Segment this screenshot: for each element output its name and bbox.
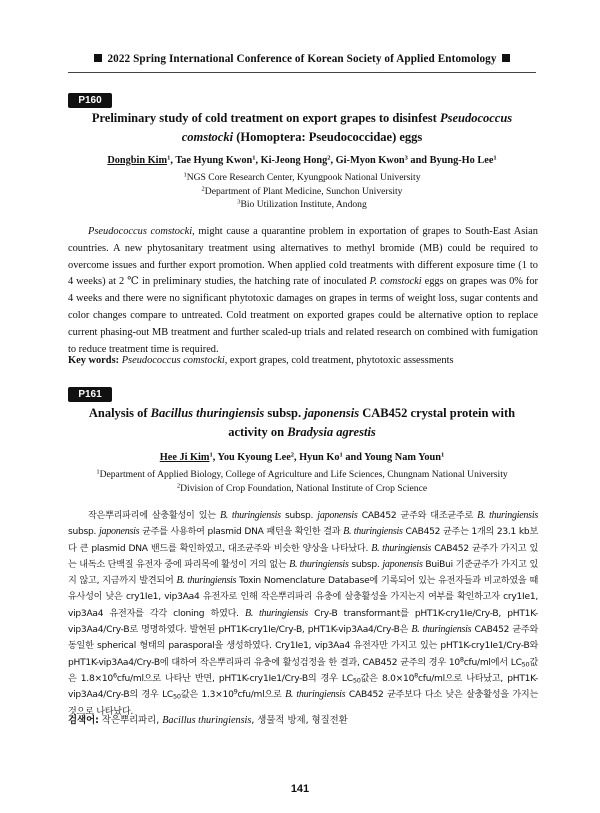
affiliation-line: $^1$NGS Core Research Center, Kyungpook National University [183, 171, 421, 183]
p160-title: Preliminary study of cold treatment on export grapes to disinfest Pseudococcus comstocki (Homoptera: Pseudococcidae) eggs [91, 111, 513, 144]
header-rule [68, 72, 536, 73]
p160-abstract-body: Pseudococcus comstocki, might cause a quarantine problem in exportation of grapes to South-East Asian countries. A new phytosanitary treatment using alternatives to methyl bromide (MB) could be required to overcome issues and further export promotion. When applied cold treatments with different exposure time (1 to 4 weeks) at 2 ℃ in preliminary studies, the hatching rate of inoculated P. comstocki eggs on grapes was 0% for 4 weeks and there were no significant phytotoxic damages on grapes in terms of weight loss, sugar contents and color changes compare to untreated. Cold treatment on exported grapes could be alternative option to replace current phasing-out MB treatment and further scaled-up trials and related research on combined with fumigation to reduce treatment time is required. [68, 226, 538, 355]
p160-affiliations [70, 171, 534, 212]
conference-header [68, 53, 536, 65]
affiliation-line: $^1$Department of Applied Biology, College of Agriculture and Life Sciences, Chungnam National University [96, 468, 508, 480]
p161-affiliations [70, 468, 534, 495]
p161-authors: Hee Ji Kim$^1$, You Kyoung Lee$^2$, Hyun Ko$^1$ and Young Nam Youn$^1$ [159, 451, 445, 463]
abstract-tag-p161: P161 [68, 387, 112, 402]
abstract-tag-p160: P160 [68, 93, 112, 108]
p161-keywords: 검색어: 작은뿌리파리, Bacillus thuringiensis, 생물적 방제, 형질전환 [68, 715, 348, 726]
affiliation-line: $^2$Department of Plant Medicine, Sunchon University [201, 185, 403, 197]
p161-title: Analysis of Bacillus thuringiensis subsp. japonensis CAB452 crystal protein with activity on Bradysia agrestis [88, 406, 516, 439]
affiliation-line: $^2$Division of Crop Foundation, National Institute of Crop Science [176, 482, 428, 494]
affiliation-line: $^3$Bio Utilization Institute, Andong [237, 198, 367, 210]
p160-keywords: Key words: Pseudococcus comstocki, export grapes, cold treatment, phytotoxic assessments [68, 355, 454, 366]
p160-authors: Dongbin Kim$^1$, Tae Hyung Kwon$^1$, Ki-Jeong Hong$^2$, Gi-Myon Kwon$^3$ and Byung-Ho Lee$^1$ [107, 154, 497, 166]
square-bullet-icon [94, 54, 102, 62]
p161-abstract-body: 작은뿌리파리에 살충활성이 있는 B. thuringiensis subsp. japonensis CAB452 균주와 대조균주로 B. thuringiensis subsp. japonensis 균주를 사용하여 plasmid DNA 패턴을 확인한 결과 B. thuringiensis CAB452 균주는 1개의 23.1 kb보다 큰 plasmid DNA 밴드를 확인하였고, 대조균주와 비슷한 양상을 나타났다. B. thuringiensis CAB452 균주가 가지고 있는 내독소 단백질 유전자 중에 파리목에 활성이 거의 없는 B. thuringiensis subsp. japonensis BuiBui 기준균주가 가지고 있지 않고, 지금까지 발견되어 B. thuringiensis Toxin Nomenclature Database에 기록되어 있는 유전자들과 비교하였을 때 유사성이 낮은 cry1Ie1, vip3Aa4 유전자로 인해 작은뿌리파리 유충에 살충활성을 가지는지 여부를 확인하고자 cry1Ie1, vip3Aa4 유전자를 각각 cloning 하였다. B. thuringiensis Cry-B transformant를 pHT1K-cry1Ie/Cry-B, pHT1K-vip3Aa4/Cry-B로 명명하였다. 발현된 pHT1K-cry1Ie/Cry-B, pHT1K-vip3Aa4/Cry-B은 B. thuringiensis CAB452 균주와 동일한 spherical 형태의 parasporal을 생성하였다. Cry1Ie1, vip3Aa4 유전자만 가지고 있는 pHT1K-cry1Ie1/Cry-B와 pHT1K-vip3Aa4/Cry-B에 대하여 작은뿌리파리 유충에 활성검정을 한 결과, CAB452 균주의 경우 $10^8cfu/ml$에서 $LC_{50}$값은 $1.8\times 10^6cfu/ml$으로 나타난 반면, pHT1K-cry1Ie1/Cry-B의 경우 $LC_{50}$값은 $8.0\times 10^8cfu/ml$으로 나타났고, pHT1K-vip3Aa4/Cry-B의 경우 $LC_{50}$값은 $1.3\times 10^9cfu/ml$으로 B. thuringiensis CAB452 균주보다 다소 낮은 살충활성을 가지는 것으로 나타났다. [68, 510, 539, 717]
page-number: 141 [290, 783, 310, 795]
square-bullet-icon [502, 54, 510, 62]
conference-title: 2022 Spring International Conference of Korean Society of Applied Entomology [107, 53, 497, 65]
